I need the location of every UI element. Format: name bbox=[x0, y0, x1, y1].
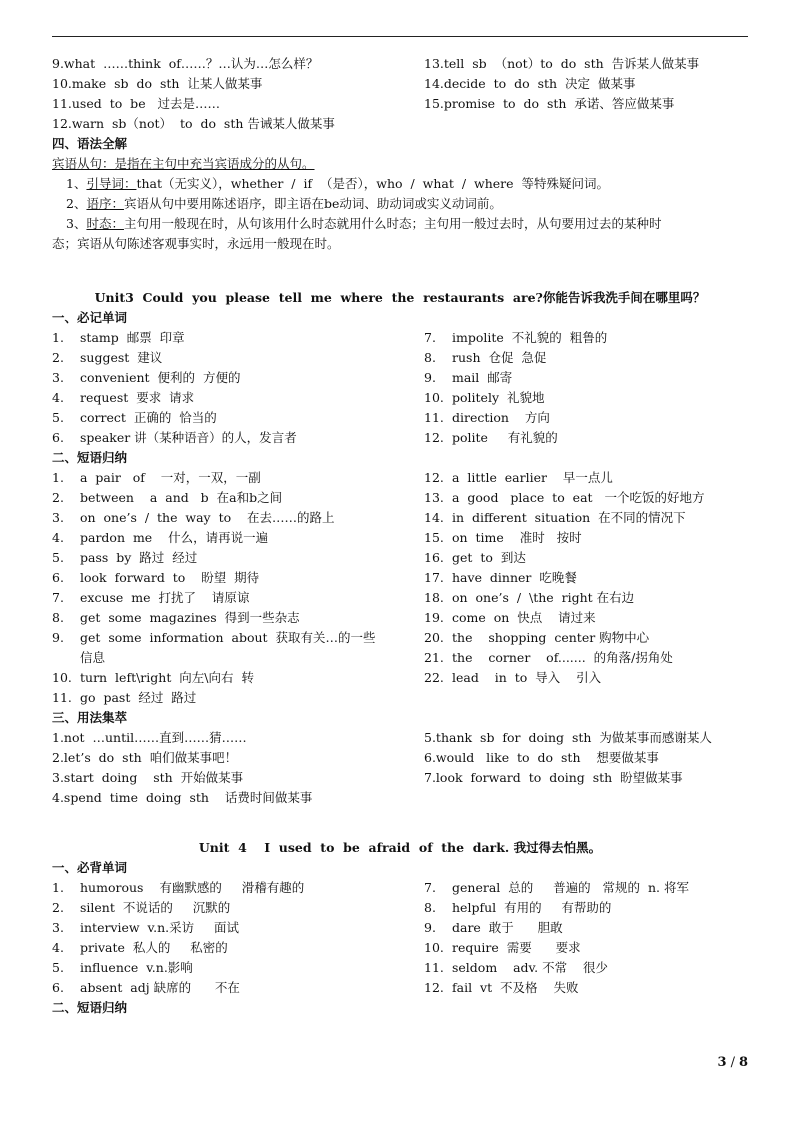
phrase-line: 9.what ……think of……？…认为…怎么样？ bbox=[52, 56, 319, 71]
item-text: fail vt 不及格 失败 bbox=[452, 980, 579, 995]
list-item bbox=[424, 328, 748, 348]
item-number: 2. bbox=[52, 900, 64, 915]
item-number: 7. bbox=[52, 590, 64, 605]
item-number: 10. bbox=[424, 940, 444, 955]
item-text: suggest 建议 bbox=[80, 350, 163, 365]
item-number: 7. bbox=[424, 880, 436, 895]
item-number: 5. bbox=[52, 550, 64, 565]
item-text: polite 有礼貌的 bbox=[452, 430, 558, 445]
list-item bbox=[424, 568, 748, 588]
item-number: 12. bbox=[424, 980, 444, 995]
point-term: 时态： bbox=[86, 216, 124, 231]
item-number: 12. bbox=[424, 470, 444, 485]
right-column bbox=[424, 878, 748, 998]
left-column bbox=[52, 328, 424, 448]
item-text: have dinner 吃晚餐 bbox=[452, 570, 577, 585]
list-item bbox=[424, 668, 748, 688]
point-label: 1、 bbox=[66, 176, 87, 191]
phrase-line: 13.tell sb （not）to do sth 告诉某人做某事 bbox=[424, 56, 700, 71]
item-number: 8. bbox=[424, 900, 436, 915]
point-label: 2、 bbox=[66, 196, 87, 211]
phrase-line: 15.promise to do sth 承诺、答应做某事 bbox=[424, 96, 675, 111]
item-number: 1. bbox=[52, 470, 64, 485]
item-number: 11. bbox=[424, 410, 444, 425]
item-text: general 总的 普遍的 常规的 n. 将军 bbox=[452, 880, 689, 895]
item-number: 20. bbox=[424, 630, 444, 645]
grammar-point bbox=[52, 174, 748, 194]
item-text: influence v.n.影响 bbox=[80, 960, 193, 975]
item-text: get some magazines 得到一些杂志 bbox=[80, 610, 300, 625]
right-column bbox=[424, 468, 748, 708]
item-number: 1. bbox=[52, 880, 64, 895]
section-heading: 二、短语归纳 bbox=[52, 1000, 128, 1015]
section-heading: 四、语法全解 bbox=[52, 136, 128, 151]
item-number: 8. bbox=[52, 610, 64, 625]
item-text: convenient 便利的 方便的 bbox=[80, 370, 241, 385]
section-heading: 三、用法集萃 bbox=[52, 710, 128, 725]
item-text: excuse me 打扰了 请原谅 bbox=[80, 590, 250, 605]
item-text: impolite 不礼貌的 粗鲁的 bbox=[452, 330, 608, 345]
point-label: 3、 bbox=[66, 216, 87, 231]
item-text: correct 正确的 恰当的 bbox=[80, 410, 217, 425]
list-item bbox=[424, 408, 748, 428]
list-item bbox=[52, 918, 424, 938]
point-text: 主句用一般现在时，从句该用什么时态就用什么时态；主句用一般过去时，从句要用过去的某种时 bbox=[123, 216, 662, 231]
item-text: silent 不说话的 沉默的 bbox=[80, 900, 231, 915]
usage-line: 1.not …until……直到……猜…… bbox=[52, 730, 247, 745]
item-text: mail 邮寄 bbox=[452, 370, 513, 385]
page-current: 3 bbox=[717, 1055, 727, 1070]
usage-line: 5.thank sb for doing sth 为做某事而感谢某人 bbox=[424, 730, 712, 745]
list-item bbox=[52, 688, 424, 708]
list-item bbox=[52, 648, 424, 668]
item-text: stamp 邮票 印章 bbox=[80, 330, 185, 345]
page-total: 8 bbox=[738, 1055, 748, 1070]
list-item bbox=[52, 508, 424, 528]
item-number: 18. bbox=[424, 590, 444, 605]
list-item bbox=[52, 628, 424, 648]
phrase-line: 11.used to be 过去是…… bbox=[52, 96, 221, 111]
list-item bbox=[52, 328, 424, 348]
phrase-line bbox=[424, 114, 748, 134]
item-number: 16. bbox=[424, 550, 444, 565]
item-number: 3. bbox=[52, 920, 64, 935]
item-text: speaker 讲（某种语音）的人，发言者 bbox=[80, 430, 297, 445]
item-number: 3. bbox=[52, 510, 64, 525]
list-item bbox=[52, 608, 424, 628]
usage-row bbox=[52, 748, 748, 768]
item-text: on time 准时 按时 bbox=[452, 530, 582, 545]
list-item bbox=[52, 468, 424, 488]
usage-line bbox=[424, 788, 748, 808]
item-text: get some information about 获取有关…的一些 bbox=[80, 630, 376, 645]
item-number: 9. bbox=[424, 920, 436, 935]
unit3-section bbox=[52, 288, 748, 808]
usage-line: 4.spend time doing sth 话费时间做某事 bbox=[52, 790, 313, 805]
section-heading: 一、必背单词 bbox=[52, 860, 128, 875]
item-number: 4. bbox=[52, 940, 64, 955]
list-item bbox=[424, 488, 748, 508]
item-number bbox=[424, 688, 452, 708]
list-item bbox=[52, 878, 424, 898]
unit-title: Unit3 Could you please tell me where the restaurants are?你能告诉我洗手间在哪里吗？ bbox=[94, 290, 706, 305]
item-number: 7. bbox=[424, 330, 436, 345]
item-number bbox=[52, 648, 80, 668]
list-item bbox=[424, 588, 748, 608]
item-number: 4. bbox=[52, 390, 64, 405]
two-column-list bbox=[52, 468, 748, 708]
header-rule bbox=[52, 36, 748, 37]
usage-line: 6.would like to do sth 想要做某事 bbox=[424, 750, 659, 765]
item-number: 1. bbox=[52, 330, 64, 345]
item-text: a little earlier 早一点儿 bbox=[452, 470, 613, 485]
list-item bbox=[52, 668, 424, 688]
list-item bbox=[424, 508, 748, 528]
item-number: 15. bbox=[424, 530, 444, 545]
item-number: 10. bbox=[424, 390, 444, 405]
item-number: 17. bbox=[424, 570, 444, 585]
item-text: politely 礼貌地 bbox=[452, 390, 545, 405]
grammar-section bbox=[52, 134, 748, 254]
list-item bbox=[424, 628, 748, 648]
item-number: 10. bbox=[52, 670, 72, 685]
list-item bbox=[52, 388, 424, 408]
list-item bbox=[52, 348, 424, 368]
item-number: 9. bbox=[52, 630, 64, 645]
point-term: 引导词： bbox=[86, 176, 137, 191]
list-item bbox=[52, 368, 424, 388]
list-item bbox=[424, 958, 748, 978]
item-text: go past 经过 路过 bbox=[80, 690, 197, 705]
list-item bbox=[424, 978, 748, 998]
item-text: pass by 路过 经过 bbox=[80, 550, 198, 565]
item-text: the corner of....... 的角落/拐角处 bbox=[452, 650, 673, 665]
item-text: request 要求 请求 bbox=[80, 390, 195, 405]
item-text: interview v.n.采访 面试 bbox=[80, 920, 239, 935]
item-number: 13. bbox=[424, 490, 444, 505]
item-number: 6. bbox=[52, 980, 64, 995]
list-item bbox=[52, 938, 424, 958]
grammar-definition: 宾语从句：是指在主句中充当宾语成分的从句。 bbox=[52, 156, 315, 171]
item-text: require 需要 要求 bbox=[452, 940, 581, 955]
list-item bbox=[52, 548, 424, 568]
item-number: 6. bbox=[52, 570, 64, 585]
item-text: dare 敢于 胆敢 bbox=[452, 920, 563, 935]
item-number: 6. bbox=[52, 430, 64, 445]
list-item bbox=[424, 898, 748, 918]
item-number: 19. bbox=[424, 610, 444, 625]
section-heading: 一、必记单词 bbox=[52, 310, 128, 325]
item-text: come on 快点 请过来 bbox=[452, 610, 596, 625]
item-text: lead in to 导入 引入 bbox=[452, 670, 602, 685]
list-item bbox=[52, 568, 424, 588]
list-item bbox=[424, 548, 748, 568]
list-item bbox=[52, 898, 424, 918]
item-text: seldom adv. 不常 很少 bbox=[452, 960, 608, 975]
item-text: a pair of 一对，一双，一副 bbox=[80, 470, 261, 485]
point-term: 语序： bbox=[86, 196, 124, 211]
item-text: direction 方向 bbox=[452, 410, 550, 425]
two-column-list bbox=[52, 328, 748, 448]
list-item bbox=[52, 488, 424, 508]
list-item bbox=[424, 878, 748, 898]
usage-row bbox=[52, 788, 748, 808]
top-phrases bbox=[52, 54, 748, 134]
usage-line: 7.look forward to doing sth 盼望做某事 bbox=[424, 770, 683, 785]
usage-line: 2.let’s do sth 咱们做某事吧！ bbox=[52, 750, 238, 765]
item-text: the shopping center 购物中心 bbox=[452, 630, 650, 645]
grammar-point bbox=[52, 194, 748, 214]
item-text: 信息 bbox=[80, 650, 106, 665]
phrase-line: 14.decide to do sth 决定 做某事 bbox=[424, 76, 636, 91]
item-number: 11. bbox=[52, 690, 72, 705]
item-text: on one’s / the way to 在去……的路上 bbox=[80, 510, 335, 525]
usage-row bbox=[52, 728, 748, 748]
list-item bbox=[424, 428, 748, 448]
item-text: between a and b 在a和b之间 bbox=[80, 490, 283, 505]
two-column-list bbox=[52, 878, 748, 998]
document-page bbox=[52, 54, 748, 1018]
item-number: 9. bbox=[424, 370, 436, 385]
usage-line: 3.start doing sth 开始做某事 bbox=[52, 770, 244, 785]
item-number: 8. bbox=[424, 350, 436, 365]
point-text: 宾语从句中要用陈述语序，即主语在be动词、助动词或实义动词前。 bbox=[123, 196, 502, 211]
item-text: humorous 有幽默感的 滑稽有趣的 bbox=[80, 880, 305, 895]
item-number: 21. bbox=[424, 650, 444, 665]
item-text: rush 仓促 急促 bbox=[452, 350, 547, 365]
list-item bbox=[424, 468, 748, 488]
item-number: 12. bbox=[424, 430, 444, 445]
phrase-line: 10.make sb do sth 让某人做某事 bbox=[52, 76, 263, 91]
list-item bbox=[52, 528, 424, 548]
list-item bbox=[424, 528, 748, 548]
item-text: get to 到达 bbox=[452, 550, 526, 565]
list-item bbox=[424, 348, 748, 368]
item-text: a good place to eat 一个吃饭的好地方 bbox=[452, 490, 705, 505]
item-text: absent adj 缺席的 不在 bbox=[80, 980, 240, 995]
list-item bbox=[424, 608, 748, 628]
item-text: look forward to 盼望 期待 bbox=[80, 570, 260, 585]
item-text: private 私人的 私密的 bbox=[80, 940, 228, 955]
grammar-continuation: 态；宾语从句陈述客观事实时，永远用一般现在时。 bbox=[52, 236, 340, 251]
right-column bbox=[424, 328, 748, 448]
list-item bbox=[52, 588, 424, 608]
item-number: 2. bbox=[52, 490, 64, 505]
section-heading: 二、短语归纳 bbox=[52, 450, 128, 465]
item-number: 4. bbox=[52, 530, 64, 545]
left-column bbox=[52, 878, 424, 998]
list-item bbox=[424, 648, 748, 668]
list-item bbox=[424, 918, 748, 938]
point-text: that（无实义），whether / if （是否），who / what / where 等特殊疑问词。 bbox=[136, 176, 609, 191]
left-column bbox=[52, 468, 424, 708]
phrase-line: 12.warn sb（not） to do sth 告诫某人做某事 bbox=[52, 116, 335, 131]
item-number: 2. bbox=[52, 350, 64, 365]
item-text: helpful 有用的 有帮助的 bbox=[452, 900, 612, 915]
list-item bbox=[424, 688, 748, 708]
list-item bbox=[52, 958, 424, 978]
page-number: 3 / 8 bbox=[717, 1055, 748, 1070]
item-number: 3. bbox=[52, 370, 64, 385]
item-text: in different situation 在不同的情况下 bbox=[452, 510, 686, 525]
unit-title: Unit 4 I used to be afraid of the dark. 我过得去怕黑。 bbox=[198, 840, 602, 855]
list-item bbox=[424, 938, 748, 958]
item-text: on one’s / \the right 在右边 bbox=[452, 590, 635, 605]
list-item bbox=[52, 408, 424, 428]
grammar-point bbox=[52, 214, 748, 234]
usage-row bbox=[52, 768, 748, 788]
list-item bbox=[424, 368, 748, 388]
item-number: 11. bbox=[424, 960, 444, 975]
list-item bbox=[52, 978, 424, 998]
item-text: pardon me 什么，请再说一遍 bbox=[80, 530, 269, 545]
item-number: 14. bbox=[424, 510, 444, 525]
item-number: 5. bbox=[52, 960, 64, 975]
unit4-section bbox=[52, 838, 748, 1018]
item-text: turn left\right 向左\向右 转 bbox=[80, 670, 254, 685]
list-item bbox=[52, 428, 424, 448]
item-number: 22. bbox=[424, 670, 444, 685]
item-number: 5. bbox=[52, 410, 64, 425]
list-item bbox=[424, 388, 748, 408]
